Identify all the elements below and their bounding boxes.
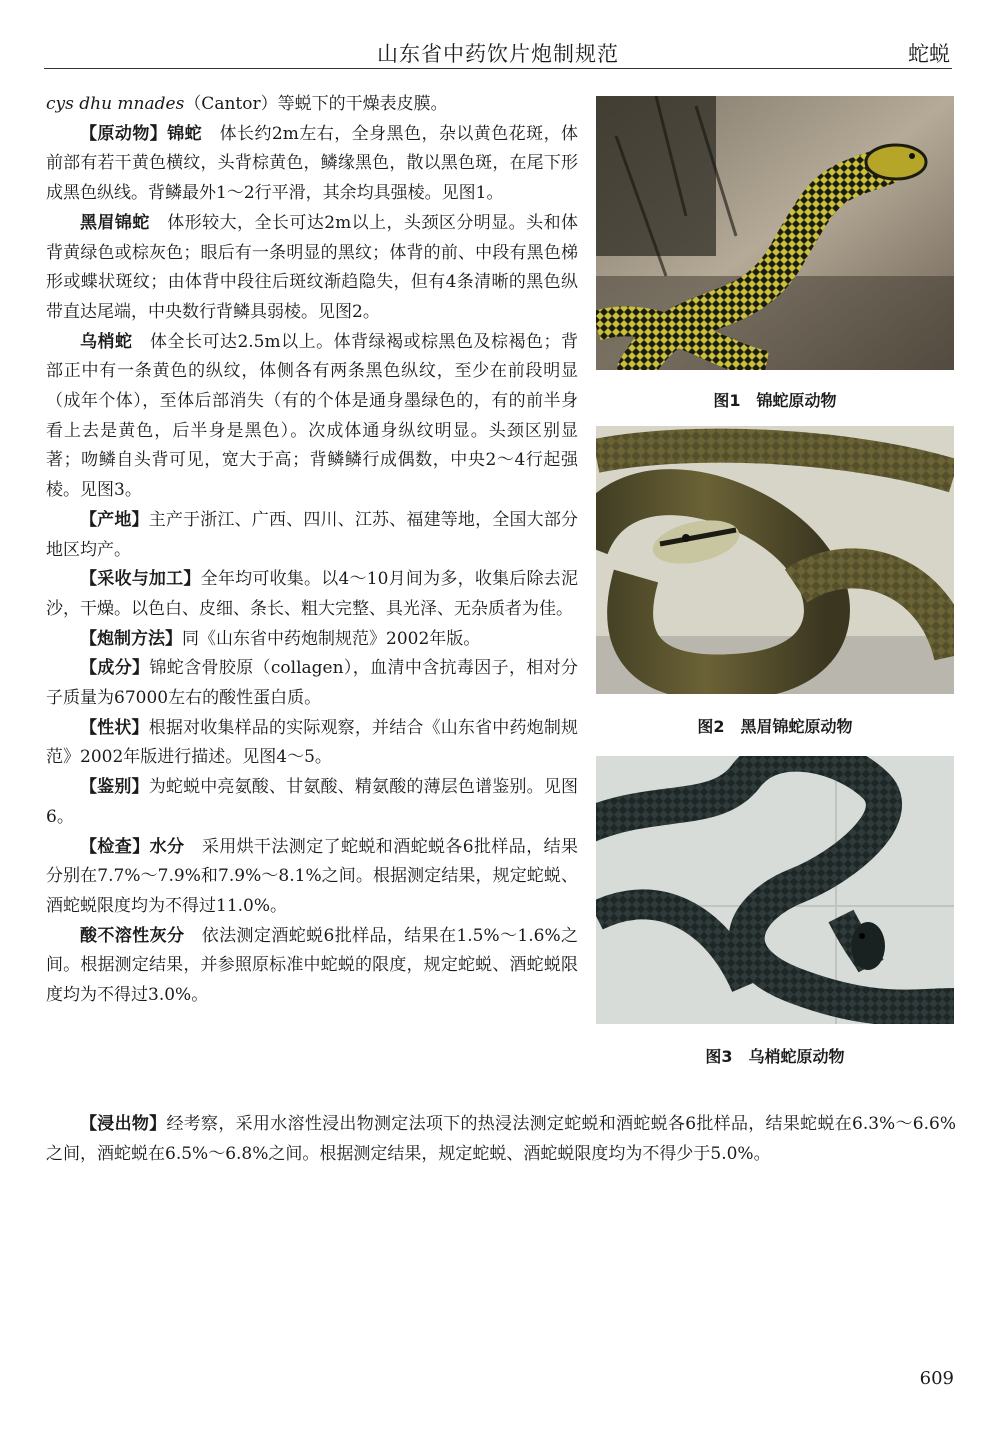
paragraph-wushao-snake: [46, 328, 578, 506]
section-label: 【产地】: [80, 509, 149, 530]
section-label: 【炮制方法】: [80, 628, 182, 649]
paragraph-extract: [46, 1110, 956, 1169]
section-label: 【原动物】锦蛇: [80, 123, 203, 144]
paragraph-harvest: [46, 565, 578, 624]
section-label: 【检查】水分: [80, 836, 185, 857]
section-label: 【浸出物】: [80, 1114, 167, 1134]
figure-1-photo: [596, 96, 954, 370]
paragraph-origin: [46, 506, 578, 565]
paragraph-characteristics: [46, 714, 578, 773]
paragraph-text: 锦蛇含骨胶原（collagen），血清中含抗毒因子，相对分子质量为67000左右的酸性蛋白质。: [46, 658, 579, 709]
paragraph-composition: [46, 654, 578, 713]
paragraph-identification: [46, 773, 578, 832]
paragraph-heimei-snake: [46, 209, 578, 328]
latin-name: cys dhu mnades: [46, 94, 185, 114]
paragraph-inspection: [46, 833, 578, 922]
paragraph-acid-ash: [46, 922, 578, 1011]
paragraph-text: 经考察，采用水溶性浸出物测定法项下的热浸法测定蛇蜕和酒蛇蜕各6批样品，结果蛇蜕在6.3%～6.6%之间，酒蛇蜕在6.5%～6.8%之间。根据测定结果，规定蛇蜕、酒蛇蜕限度均为不得少于5.0%。: [46, 1114, 956, 1164]
page-number: 609: [919, 1368, 954, 1389]
snake-photo-3: [596, 756, 954, 1024]
section-label: 【成分】: [80, 658, 150, 679]
figure-3-photo: [596, 756, 954, 1024]
paragraph-text: 为蛇蜕中亮氨酸、甘氨酸、精氨酸的薄层色谱鉴别。见图6。: [46, 777, 579, 827]
snake-photo-2: [596, 426, 954, 694]
paragraph-text: 全年均可收集。以4～10月间为多，收集后除去泥沙，干燥。以色白、皮细、条长、粗大完整、具光泽、无杂质者为佳。: [46, 569, 578, 619]
running-header-section: 蛇蜕: [908, 42, 950, 66]
paragraph-text: （Cantor）等蜕下的干燥表皮膜。: [184, 94, 448, 114]
paragraph-text: 采用烘干法测定了蛇蜕和酒蛇蜕各6批样品，结果分别在7.7%～7.9%和7.9%～8.1%之间。根据测定结果，规定蛇蜕、酒蛇蜕限度均为不得过11.0%。: [46, 836, 579, 916]
figure-1-caption: 图1 锦蛇原动物: [713, 391, 837, 410]
paragraph-text: 体长约2m左右，全身黑色，杂以黄色花斑，体前部有若干黄色横纹，头背棕黄色，鳞缘黑色，散以黑色斑，在尾下形成黑色纵线。背鳞最外1～2行平滑，其余均具强棱。见图1。: [46, 123, 579, 204]
full-width-text: [46, 1110, 956, 1169]
snake-photo-1: [596, 96, 954, 370]
paragraph-processing: [46, 625, 578, 655]
left-column-text: [46, 90, 578, 1011]
paragraph-text: 体形较大，全长可达2m以上，头颈区分明显。头和体背黄绿色或棕灰色；眼后有一条明显的黑纹；体背的前、中段有黑色梯形或蝶状斑纹；由体背中段往后斑纹渐趋隐失，但有4条清晰的黑色纵带直达尾端，中央数行背鳞具弱棱。见图2。: [46, 212, 579, 322]
paragraph-text: 根据对收集样品的实际观察，并结合《山东省中药炮制规范》2002年版进行描述。见图4～5。: [46, 717, 579, 768]
paragraph-original-animal: [46, 120, 578, 209]
header-rule: [44, 68, 952, 69]
paragraph-text: 体全长可达2.5m以上。体背绿褐或棕黑色及棕褐色；背部正中有一条黄色的纵纹，体侧各有两条黑色纵纹，至少在前段明显（成年个体），至体后部消失（有的个体是通身墨绿色的，有的前半身看上去是黄色，后半身是黑色）。次成体通身纵纹明显。头颈区别显著；吻鳞自头背可见，宽大于高；背鳞鳞行成偶数，中央2～4行起强棱。见图3。: [46, 331, 579, 501]
figure-3-caption: 图3 乌梢蛇原动物: [705, 1047, 845, 1066]
figure-2-caption: 图2 黑眉锦蛇原动物: [697, 717, 853, 736]
paragraph-text: 同《山东省中药炮制规范》2002年版。: [182, 628, 481, 649]
paragraph-intro: [46, 90, 578, 120]
paragraph-text: 主产于浙江、广西、四川、江苏、福建等地，全国大部分地区均产。: [46, 509, 579, 560]
figure-2-photo: [596, 426, 954, 694]
section-label: 乌梢蛇: [80, 331, 133, 352]
section-label: 【采收与加工】: [80, 569, 201, 590]
section-label: 酸不溶性灰分: [80, 925, 185, 946]
section-label: 【鉴别】: [80, 777, 149, 798]
running-header-title: 山东省中药饮片炮制规范: [377, 42, 619, 66]
section-label: 黑眉锦蛇: [80, 212, 150, 233]
section-label: 【性状】: [80, 717, 149, 738]
paragraph-text: 依法测定酒蛇蜕6批样品，结果在1.5%～1.6%之间。根据测定结果，并参照原标准中蛇蜕的限度，规定蛇蜕、酒蛇蜕限度均为不得过3.0%。: [46, 925, 579, 1006]
